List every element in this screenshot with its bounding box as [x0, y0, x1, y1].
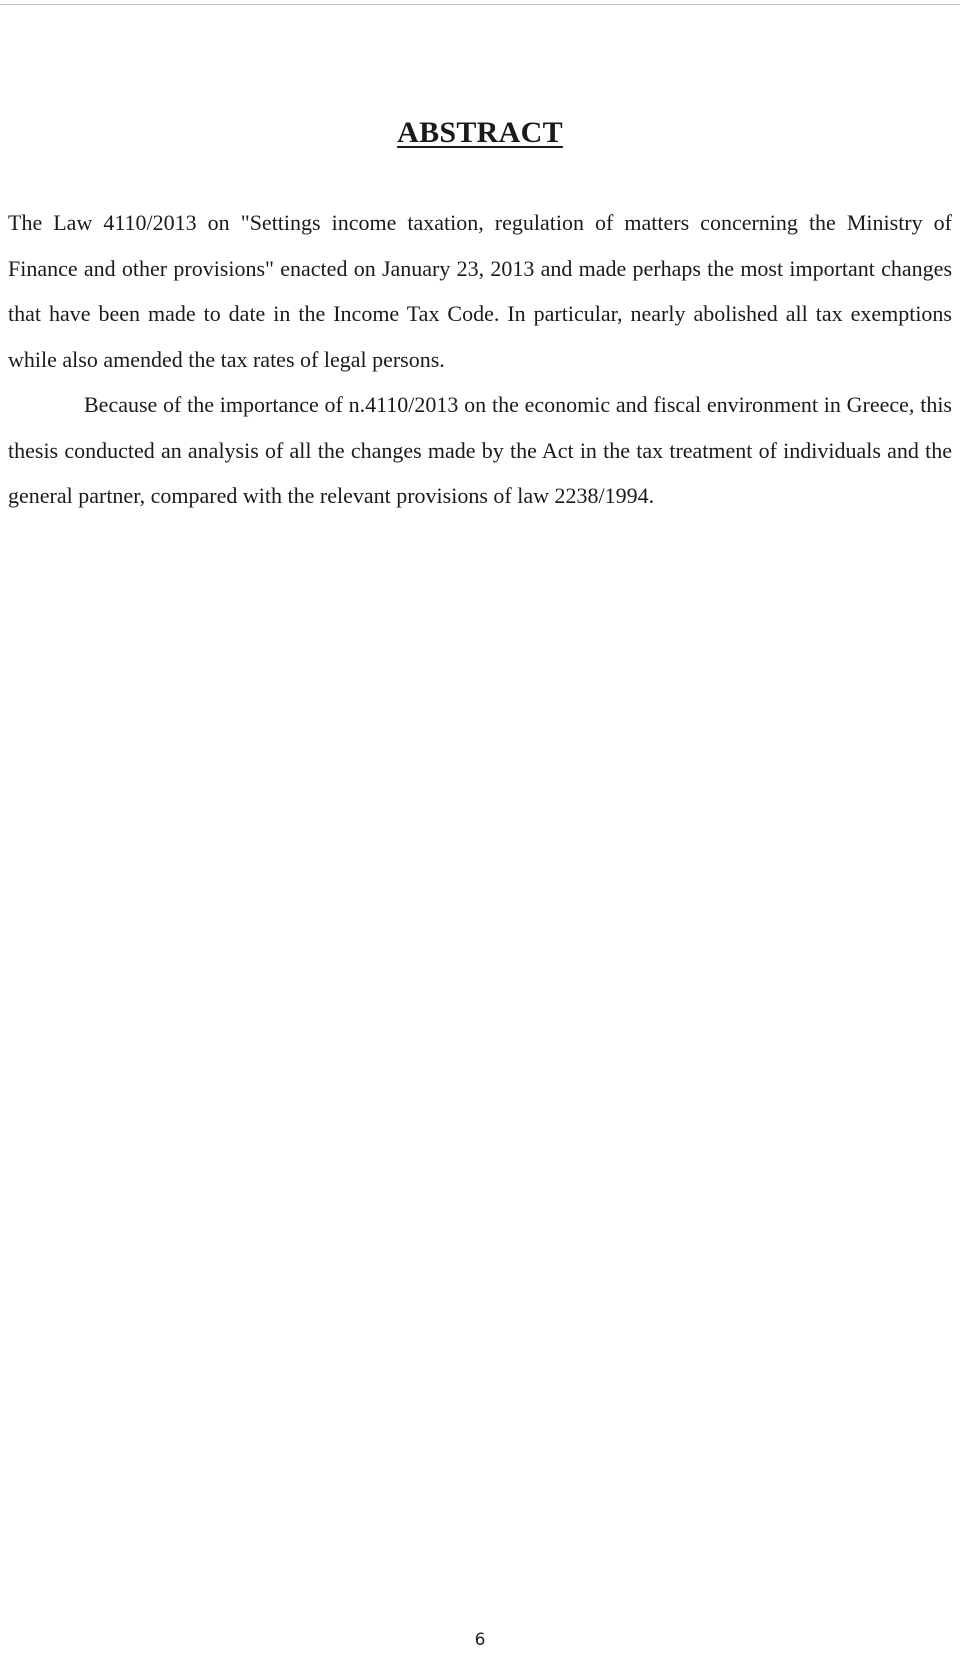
page-title: ABSTRACT — [397, 116, 563, 149]
abstract-body — [8, 200, 952, 519]
abstract-paragraph-1: The Law 4110/2013 on "Settings income taxation, regulation of matters concerning the Ministry of Finance and other provisions" enacted on January 23, 2013 and made perhaps the most important changes that have been made to date in the Income Tax Code. In particular, nearly abolished all tax exemptions while also amended the tax rates of legal persons. — [8, 210, 952, 372]
page-number: 6 — [474, 1630, 486, 1650]
abstract-paragraph-2: Because of the importance of n.4110/2013 on the economic and fiscal environment in Greece, this thesis conducted an analysis of all the changes made by the Act in the tax treatment of individuals and the general partner, compared with the relevant provisions of law 2238/1994. — [8, 392, 952, 508]
header-rule — [0, 4, 960, 5]
